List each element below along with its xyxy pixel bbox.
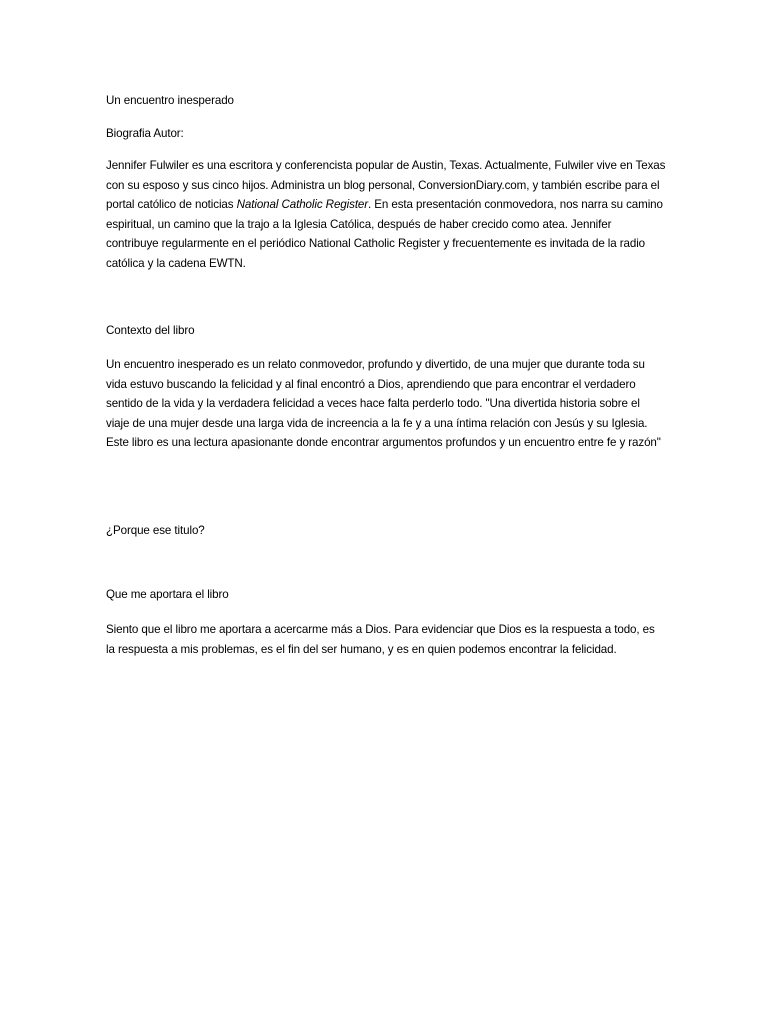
contribution-heading: Que me aportara el libro xyxy=(106,588,229,601)
bio-text-end: . En esta presentación conmovedora, nos narra su camino espiritual, un camino que la trajo a la Iglesia Católica, después de haber crecido como atea. Jennifer contribuye regularmente en el periódico National Catholic Register y frecuentemente es invitada de la radio católica y la cadena EWTN. xyxy=(106,198,663,270)
title-question-heading: ¿Porque ese titulo? xyxy=(106,524,205,537)
context-heading: Contexto del libro xyxy=(106,324,195,337)
document-title: Un encuentro inesperado xyxy=(106,94,234,107)
context-paragraph: Un encuentro inesperado es un relato conmovedor, profundo y divertido, de una mujer que durante toda su vida estuvo buscando la felicidad y al final encontró a Dios, aprendiendo que para encontrar el verdadero sentido de la vida y la verdadera felicidad a veces hace falta perderlo todo. "Una divertida historia sobre el viaje de una mujer desde una larga vida de increencia a la fe y a una íntima relación con Jesús y su Iglesia. Este libro es una lectura apasionante donde encontrar argumentos profundos y un encuentro entre fe y razón" xyxy=(106,358,661,449)
author-heading: Biografia Autor: xyxy=(106,127,184,140)
author-bio xyxy=(106,156,666,273)
contribution-paragraph: Siento que el libro me aportara a acercarme más a Dios. Para evidenciar que Dios es la respuesta a todo, es la respuesta a mis problemas, es el fin del ser humano, y es en quien podemos encontrar la felicidad. xyxy=(106,623,655,656)
bio-publication-name: National Catholic Register xyxy=(236,198,369,211)
bio-text-start: Jennifer Fulwiler es una escritora y conferencista popular de Austin, Texas. Actualmente, Fulwiler vive en Texas con su esposo y sus cinco hijos. Administra un blog personal, ConversionDiary.com, y también escribe para el portal católico de noticias xyxy=(106,159,666,211)
